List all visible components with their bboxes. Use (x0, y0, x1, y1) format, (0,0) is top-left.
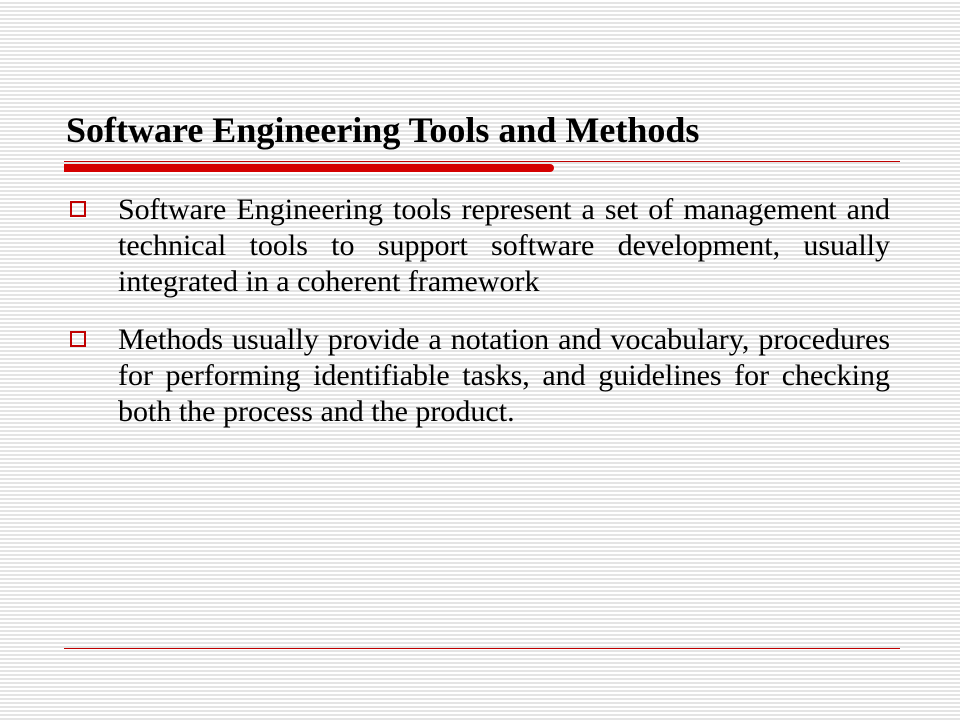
bullet-text: Software Engineering tools represent a set of management and technical tools to support software development, usually integrated in a coherent framework (118, 193, 890, 298)
title-underline-accent-bar (64, 164, 554, 172)
hollow-square-bullet-icon (70, 331, 86, 347)
bullet-list (68, 192, 890, 452)
bullet-item (68, 322, 890, 430)
footer-divider (64, 648, 900, 649)
hollow-square-bullet-icon (70, 201, 86, 217)
bullet-text: Methods usually provide a notation and vocabulary, procedures for performing identifiable tasks, and guidelines for checking both the process and the product. (118, 323, 890, 428)
bullet-item (68, 192, 890, 300)
slide-title: Software Engineering Tools and Methods (66, 110, 700, 150)
title-underline-thin (64, 161, 900, 162)
